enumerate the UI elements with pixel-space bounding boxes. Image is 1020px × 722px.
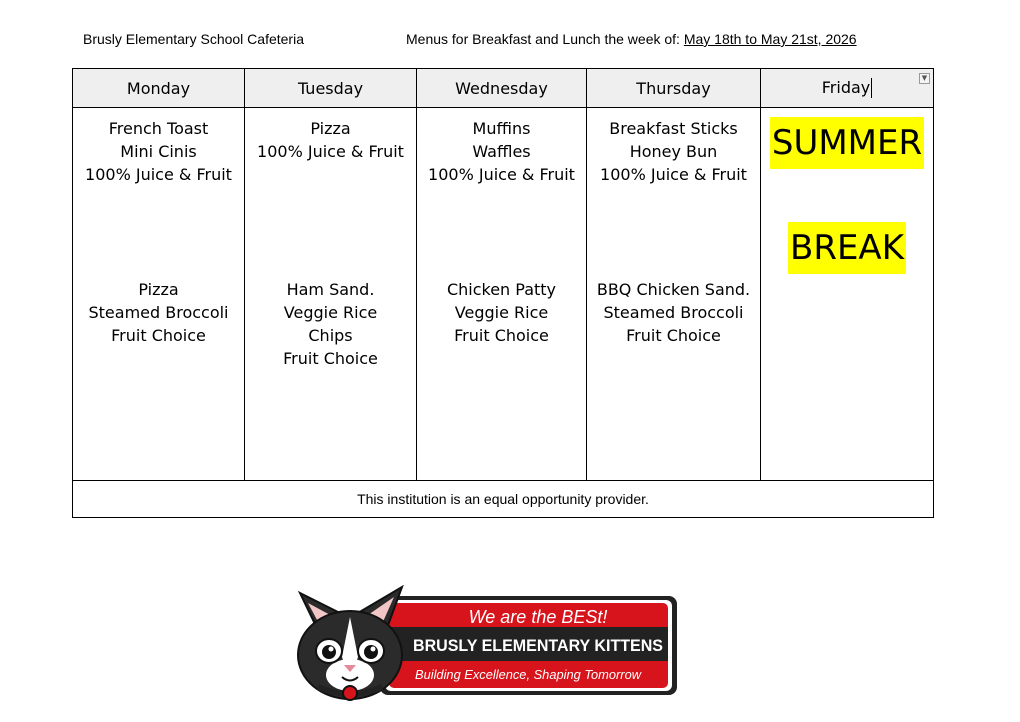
footer-row	[73, 480, 934, 517]
menu-item: Breakfast Sticks	[609, 119, 738, 138]
day-header-monday[interactable]: Monday	[73, 69, 245, 108]
day-header-friday[interactable]	[761, 69, 934, 108]
logo-slogan: Building Excellence, Shaping Tomorrow	[415, 667, 643, 682]
day-header-tuesday[interactable]: Tuesday	[245, 69, 417, 108]
menu-item: Veggie Rice	[283, 303, 378, 322]
menu-item: Muffins	[472, 119, 531, 138]
menu-item: Steamed Broccoli	[603, 303, 744, 322]
menu-item: Chicken Patty	[446, 280, 557, 299]
breakfast-menu	[587, 117, 760, 278]
break-notice: BREAK	[788, 222, 906, 274]
menu-row	[73, 108, 934, 481]
menu-cell-thursday[interactable]	[587, 108, 761, 481]
logo-tagline: We are the BESt!	[468, 607, 608, 627]
breakfast-menu	[245, 117, 416, 278]
menu-week-dates: May 18th to May 21st, 2026	[683, 31, 857, 47]
menu-item: 100% Juice & Fruit	[600, 165, 747, 184]
menu-item: Chips	[308, 326, 353, 345]
summer-notice: SUMMER	[770, 117, 924, 169]
cafeteria-title: Brusly Elementary School Cafeteria	[83, 31, 304, 47]
menu-cell-friday[interactable]	[761, 108, 934, 481]
menu-item: 100% Juice & Fruit	[85, 165, 232, 184]
menu-week-heading	[406, 31, 857, 47]
lunch-menu	[73, 278, 244, 347]
menu-item: BBQ Chicken Sand.	[596, 280, 751, 299]
menu-item: Pizza	[138, 280, 179, 299]
weekly-menu-table	[72, 68, 934, 518]
equal-opportunity-notice[interactable]: This institution is an equal opportunity provider.	[73, 480, 934, 517]
logo-school-name: BRUSLY ELEMENTARY KITTENS	[413, 636, 663, 655]
menu-item: Mini Cinis	[120, 142, 197, 161]
menu-cell-monday[interactable]	[73, 108, 245, 481]
menu-item: Waffles	[472, 142, 531, 161]
menu-week-prefix: Menus for Breakfast and Lunch the week of:	[406, 31, 680, 47]
menu-item: Fruit Choice	[626, 326, 721, 345]
breakfast-menu	[73, 117, 244, 278]
menu-item: Steamed Broccoli	[88, 303, 229, 322]
menu-cell-tuesday[interactable]	[245, 108, 417, 481]
lunch-menu	[587, 278, 760, 347]
menu-item: Fruit Choice	[454, 326, 549, 345]
menu-item: Veggie Rice	[454, 303, 549, 322]
menu-item: Pizza	[310, 119, 351, 138]
lunch-menu	[417, 278, 586, 347]
text-cursor	[871, 78, 872, 98]
menu-item: Fruit Choice	[111, 326, 206, 345]
menu-item: Ham Sand.	[286, 280, 375, 299]
day-header-friday-label: Friday	[821, 77, 871, 97]
menu-cell-wednesday[interactable]	[417, 108, 587, 481]
menu-item: 100% Juice & Fruit	[428, 165, 575, 184]
day-header-thursday[interactable]: Thursday	[587, 69, 761, 108]
kittens-logo-graphic	[292, 585, 680, 701]
day-header-wednesday[interactable]: Wednesday	[417, 69, 587, 108]
menu-item: Fruit Choice	[283, 349, 378, 368]
day-header-row	[73, 69, 934, 108]
chevron-down-icon[interactable]: ▼	[919, 73, 930, 84]
lunch-menu	[245, 278, 416, 370]
menu-item: French Toast	[108, 119, 209, 138]
menu-item: 100% Juice & Fruit	[257, 142, 404, 161]
breakfast-menu	[417, 117, 586, 278]
kittens-logo	[292, 585, 680, 701]
menu-item: Honey Bun	[629, 142, 718, 161]
